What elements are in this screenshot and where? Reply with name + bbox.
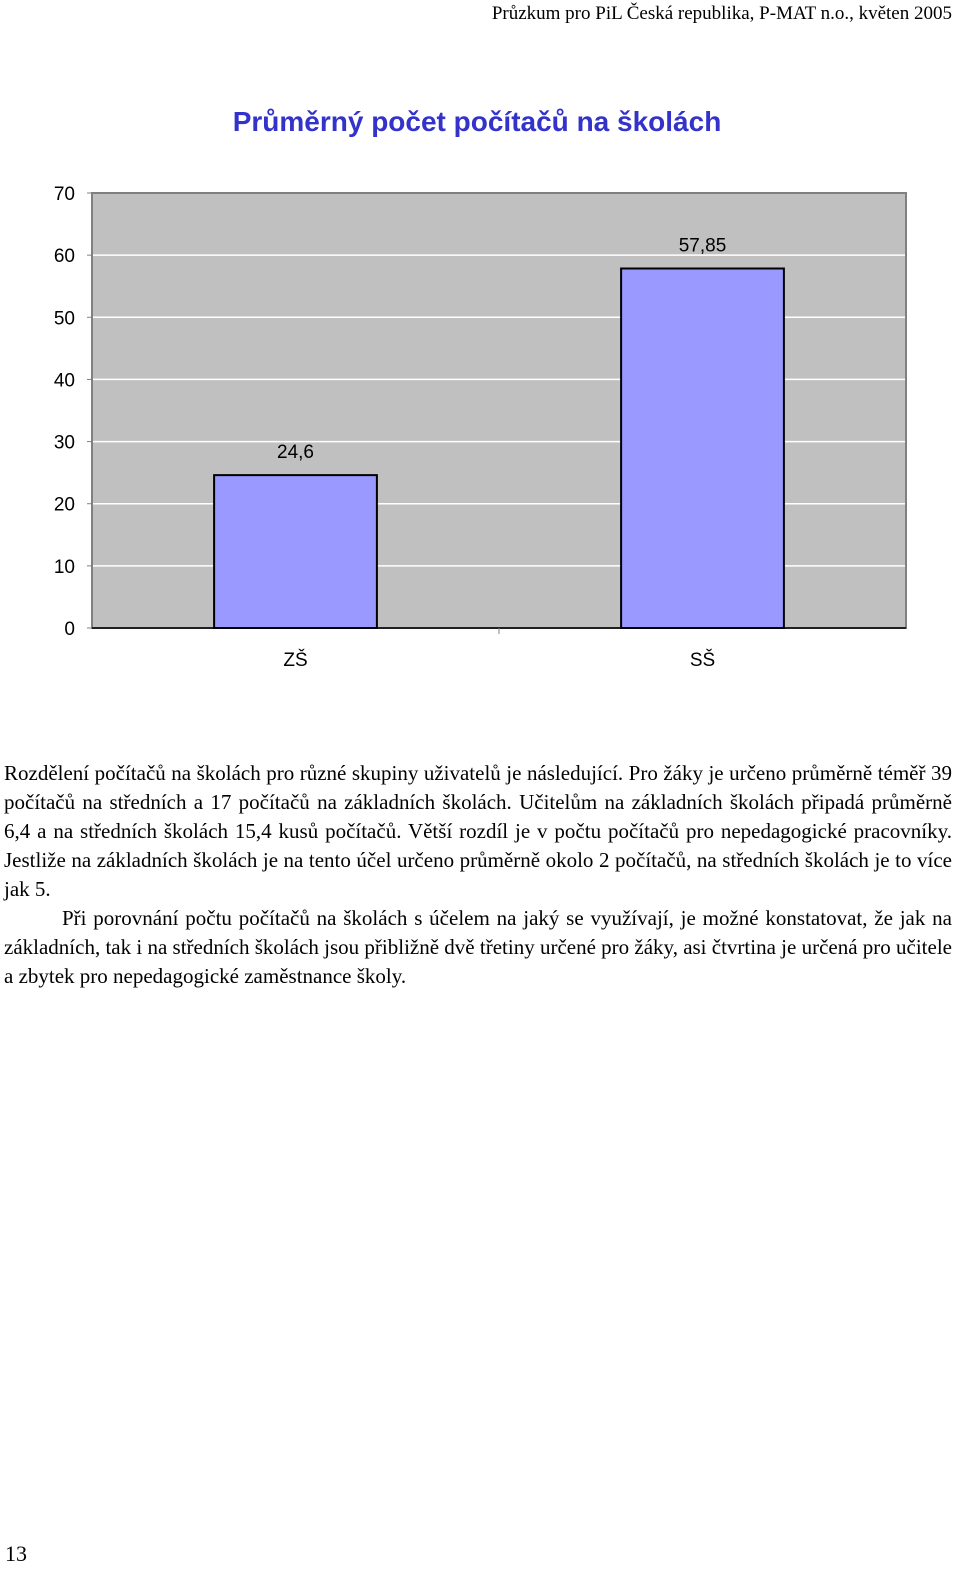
y-tick-label: 60 [53, 246, 75, 268]
y-tick-label: 20 [53, 494, 75, 516]
page-number: 13 [5, 1541, 27, 1566]
chart-title: Průměrný počet počítačů na školách [232, 106, 722, 137]
bar-2 [621, 269, 784, 628]
bar-1 [214, 475, 377, 628]
paragraph-1: Rozdělení počítačů na školách pro různé skupiny uživatelů je následující. Pro žáky je určeno průměrně téměř 39 počítačů na středních a 17 počítačů na základních školách. Učitelům na základních školách připadá průměrně 6,4 a na středních školách 15,4 kusů počítačů. Větší rozdíl je v počtu počítačů pro nepedagogické pracovníky. Jestliže na základních školách je na tento účel určeno průměrně okolo 2 počítačů, na středních školách je to více jak 5. [4, 761, 952, 901]
y-tick-label: 70 [53, 184, 75, 205]
plot-area [54, 184, 906, 671]
y-tick-label: 40 [53, 370, 75, 392]
bar-chart [0, 90, 960, 690]
y-tick-label: 10 [53, 556, 75, 578]
bar-chart-svg [0, 90, 960, 690]
category-label: SŠ [689, 650, 716, 671]
document-header: Průzkum pro PiL Česká republika, P-MAT n.o., květen 2005 [491, 3, 952, 24]
y-tick-label: 50 [53, 308, 75, 330]
category-label: ZŠ [283, 650, 308, 671]
paragraph-2: Při porovnání počtu počítačů na školách s účelem na jaký se využívají, je možné konstatovat, že jak na základních, tak i na středních školách jsou přibližně dvě třetiny určené pro žáky, asi čtvrtina je určená pro učitele a zbytek pro nepedagogické zaměstnance školy. [4, 906, 952, 988]
data-label: 57,85 [678, 235, 727, 257]
y-tick-label: 30 [53, 432, 75, 454]
body-text [4, 759, 952, 991]
y-tick-label: 0 [64, 619, 75, 640]
data-label: 24,6 [277, 442, 314, 464]
